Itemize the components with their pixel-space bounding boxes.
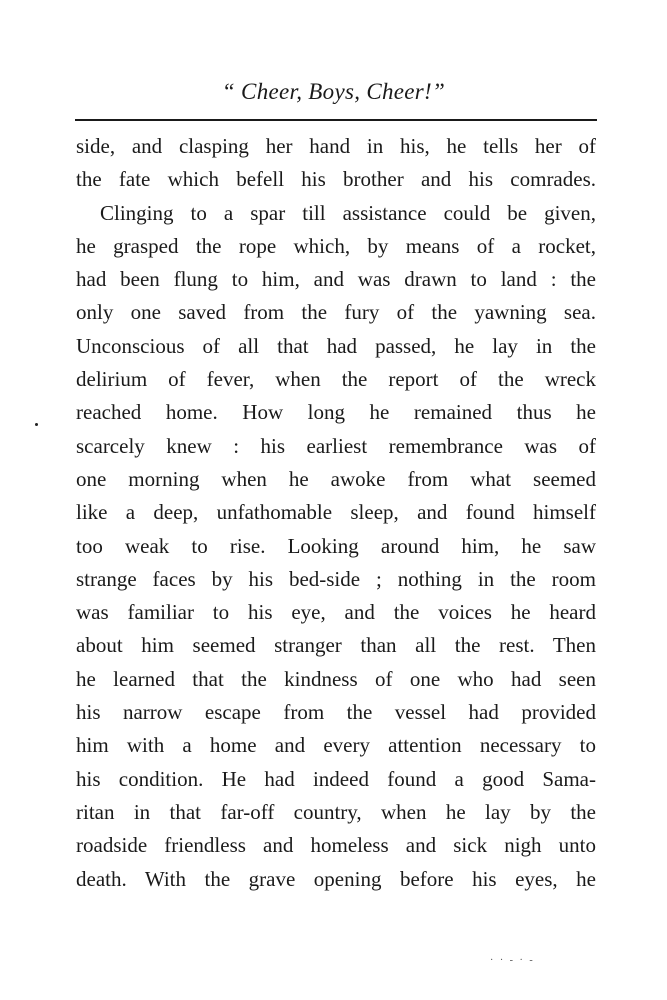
text-line: strange faces by his bed-side ; nothing in the room xyxy=(76,566,596,591)
body-text xyxy=(76,130,596,896)
text-line: he grasped the rope which, by means of a rocket, xyxy=(76,233,596,258)
text-line: was familiar to his eye, and the voices he heard xyxy=(76,600,596,625)
text-line: about him seemed stranger than all the rest. Then xyxy=(76,633,596,658)
text-line: reached home. How long he remained thus he xyxy=(76,400,596,425)
text-line: the fate which befell his brother and his comrades. xyxy=(76,167,596,192)
text-line: had been flung to him, and was drawn to land : the xyxy=(76,267,596,292)
text-line: like a deep, unfathomable sleep, and found himself xyxy=(76,500,596,525)
text-line: side, and clasping her hand in his, he tells her of xyxy=(76,134,596,158)
text-line: scarcely knew : his earliest remembrance was of xyxy=(76,433,596,458)
text-line: him with a home and every attention necessary to xyxy=(76,733,596,758)
text-line: his condition. He had indeed found a good Sama- xyxy=(76,766,596,791)
text-line: Unconscious of all that had passed, he lay in the xyxy=(76,333,596,358)
text-line: roadside friendless and homeless and sick nigh unto xyxy=(76,833,596,858)
text-line: he learned that the kindness of one who had seen xyxy=(76,666,596,691)
text-line: only one saved from the fury of the yawning sea. xyxy=(76,300,596,325)
running-head: “ Cheer, Boys, Cheer!” xyxy=(221,79,446,104)
footer-marks: · · - · - xyxy=(490,955,535,966)
text-line: delirium of fever, when the report of the wreck xyxy=(76,367,596,392)
text-line: ritan in that far-off country, when he lay by the xyxy=(76,799,596,824)
text-line: one morning when he awoke from what seemed xyxy=(76,466,596,491)
text-line-paragraph-start: Clinging to a spar till assistance could be given, xyxy=(100,200,596,225)
text-line: death. With the grave opening before his eyes, he xyxy=(76,866,596,891)
text-line: his narrow escape from the vessel had provided xyxy=(76,700,596,725)
margin-speck xyxy=(35,423,38,426)
header-rule xyxy=(75,119,597,121)
text-line: too weak to rise. Looking around him, he saw xyxy=(76,533,596,558)
